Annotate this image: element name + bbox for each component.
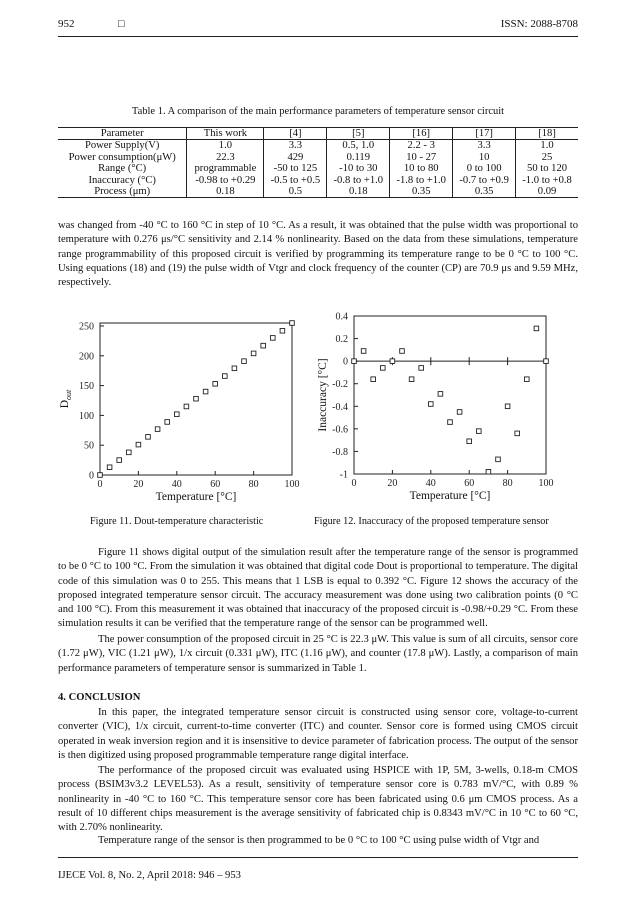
data-point [242, 359, 247, 364]
data-point [390, 359, 395, 364]
data-point [496, 457, 501, 462]
x-tick-label: 80 [248, 479, 259, 490]
table-cell: 0.5 [264, 186, 327, 198]
data-point [544, 359, 549, 364]
table-caption: Table 1. A comparison of the main performance parameters of temperature sensor circuit [131, 106, 505, 117]
table-cell: -0.98 to +0.29 [187, 175, 264, 186]
y-tick-label: 0.2 [335, 334, 348, 346]
table-cell: 10 [453, 152, 516, 163]
data-point [400, 349, 405, 354]
data-point [429, 402, 434, 407]
data-point [194, 396, 199, 401]
data-point [486, 469, 491, 474]
data-point [251, 351, 256, 356]
table-cell: 3.3 [264, 140, 327, 152]
data-point [146, 435, 151, 440]
x-tick-label: 100 [538, 478, 554, 489]
table-cell: 50 to 120 [516, 163, 578, 174]
x-tick-label: 40 [171, 479, 182, 490]
data-point [98, 473, 103, 478]
table-header-cell: Parameter [100, 128, 144, 139]
body-paragraph: Figure 11 shows digital output of the simulation result after the temperature range of the sensor is programmed to be 0 °C to 100 °C. From the simulation it was obtained that digital code Dout is proportional to temperature. The digital code of this simulation was 0 to 255. This means that 1 LSB is equal to 0.392 °C. Figure 12 shows the accuracy of the proposed integrated temperature sensor circuit. The accuracy measurement was done using two calibration points (0 °C and 100 °C). From this measurement it was obtained that inaccuracy of the proposed circuit is -0.98/+0.29 °C. From these simulation results it can be verified that the temperature range of the sensor can be programmed well. [58, 547, 578, 630]
plot-frame [354, 316, 546, 474]
data-point [467, 439, 472, 444]
table-cell: 0.18 [327, 186, 390, 198]
table-cell: 0.119 [327, 152, 390, 163]
data-point [117, 458, 122, 463]
data-point [261, 343, 266, 348]
page-number: 952 [58, 18, 75, 30]
data-point [381, 366, 386, 371]
data-point [175, 412, 180, 417]
table-cell: Power Supply(V) [84, 140, 160, 152]
table-header-cell: [18] [516, 128, 578, 140]
x-tick-label: 80 [502, 478, 513, 489]
table-cell: 0.18 [187, 186, 264, 198]
table-cell: 429 [264, 152, 327, 163]
data-point [203, 389, 208, 394]
y-tick-label: -1 [339, 469, 348, 481]
table-cell: programmable [187, 163, 264, 174]
x-tick-label: 40 [425, 478, 436, 489]
table-cell: Power consumption(μW) [68, 151, 176, 163]
data-point [271, 336, 276, 341]
table-cell: 22.3 [187, 152, 264, 163]
data-point [223, 374, 228, 379]
inaccuracy-chart [318, 308, 570, 508]
data-point [448, 420, 453, 425]
y-tick-label: 250 [79, 321, 94, 333]
data-point [371, 377, 376, 382]
data-point [419, 366, 424, 371]
table-header-cell: [4] [264, 128, 327, 140]
table-cell: -50 to 125 [264, 163, 327, 174]
y-tick-label: 100 [79, 410, 94, 422]
y-tick-label: 150 [79, 381, 94, 393]
table-cell: 0.09 [516, 186, 578, 198]
comparison-table [58, 127, 578, 198]
figure-11 [58, 308, 310, 508]
data-point [213, 382, 218, 387]
table-row [58, 186, 578, 198]
data-point [438, 392, 443, 397]
dout-temperature-chart [58, 308, 310, 508]
x-tick-label: 100 [284, 479, 300, 490]
body-paragraph: In this paper, the integrated temperature sensor circuit is constructed using sensor core, voltage-to-current converter (VIC), 1/x circuit, current-to-time converter (ITC) and counter. Sensor core is formed using CMOS circuit operated in weak inversion region and it is insensitive to device parameter of fabrication process. The output of the sensor is then digitized using proposed programmable temperature range digital interface. [58, 707, 578, 761]
table-cell: 10 to 80 [390, 163, 453, 174]
table-cell: -0.7 to +0.9 [453, 175, 516, 186]
data-point [165, 420, 170, 425]
table-header-cell: [5] [327, 128, 390, 140]
table-cell: 0.35 [453, 186, 516, 198]
table-header-cell: This work [187, 128, 264, 140]
data-point [409, 377, 414, 382]
section-heading: 4. CONCLUSION [58, 692, 141, 703]
table-cell: 1.0 [187, 140, 264, 152]
table-cell: -1.8 to +1.0 [390, 175, 453, 186]
table-row [58, 175, 578, 186]
table-cell: 1.0 [516, 140, 578, 152]
x-tick-label: 60 [210, 479, 221, 490]
y-axis-label: Inaccuracy [°C] [318, 358, 329, 432]
table-cell: -10 to 30 [327, 163, 390, 174]
journal-issn: ISSN: 2088-8708 [500, 18, 578, 30]
data-point [290, 321, 295, 326]
y-tick-label: 200 [79, 351, 94, 363]
table-cell: Process (μm) [94, 186, 151, 198]
x-tick-label: 20 [133, 479, 144, 490]
y-axis-label: $D_{out}$ [59, 389, 73, 409]
body-paragraph: Temperature range of the sensor is then programmed to be 0 °C to 100 °C using pulse width of Vtgr and [98, 835, 540, 846]
body-paragraph: was changed from -40 °C to 160 °C in step of 10 °C. As a result, it was obtained that the pulse width was proportional to temperature with 0.276 μs/°C sensitivity and 2.14 % nonlinearity. Based on the data from these simulations, temperature range programmability of this proposed circuit is verified by programming its temperature range to be 0 °C to 100 °C. Using equations (18) and (19) the pulse width of Vtgr and clock frequency of the counter (CP) are 70.9 μs and 9.59 MHz, respectively. [58, 220, 578, 289]
table-cell: 3.3 [453, 140, 516, 152]
y-tick-label: -0.2 [332, 379, 348, 391]
y-tick-label: 0.4 [335, 311, 348, 323]
table-cell: 0 to 100 [453, 163, 516, 174]
table-cell: -0.5 to +0.5 [264, 175, 327, 186]
figure-11-caption: Figure 11. Dout-temperature characteristic [90, 516, 264, 527]
x-tick-label: 60 [464, 478, 475, 489]
data-point [515, 431, 520, 436]
data-point [525, 377, 530, 382]
data-point [107, 465, 112, 470]
figure-12-caption: Figure 12. Inaccuracy of the proposed temperature sensor [314, 516, 549, 527]
table-cell: -1.0 to +0.8 [516, 175, 578, 186]
y-tick-label: 0 [89, 470, 94, 482]
header-rule [58, 36, 578, 37]
x-axis-label: Temperature [°C] [155, 491, 237, 503]
body-paragraph: The power consumption of the proposed circuit in 25 °C is 22.3 μW. This value is sum of all circuits, sensor core (1.72 μW), VIC (1.21 μW), 1/x circuit (0.331 μW), ITC (1.16 μW), and counter (17.8 μW). Lastly, a comparison of main performance parameters of temperature sensor is summarized in Table 1. [58, 634, 578, 674]
data-point [155, 427, 160, 432]
table-cell: -0.8 to +1.0 [327, 175, 390, 186]
footer-rule [58, 857, 578, 858]
y-tick-label: -0.6 [332, 424, 348, 436]
data-point [280, 328, 285, 333]
data-point [232, 366, 237, 371]
y-tick-label: 0 [343, 356, 348, 368]
data-point [127, 450, 132, 455]
data-point [184, 404, 189, 409]
table-cell: 0.5, 1.0 [327, 140, 390, 152]
table-cell: 2.2 - 3 [390, 140, 453, 152]
y-tick-label: -0.8 [332, 446, 348, 458]
x-axis-label: Temperature [°C] [409, 490, 491, 502]
x-tick-label: 0 [97, 479, 103, 490]
table-cell: 25 [516, 152, 578, 163]
table-row [58, 152, 578, 163]
table-cell: Inaccuracy (°C) [88, 174, 156, 186]
table-header-cell: [16] [390, 128, 453, 140]
figure-12 [318, 308, 570, 508]
table-row [58, 140, 578, 152]
data-point [477, 429, 482, 434]
table-cell: 10 - 27 [390, 152, 453, 163]
table-header-row [58, 128, 578, 140]
data-point [352, 359, 357, 364]
y-tick-label: 50 [84, 440, 94, 452]
journal-footer: IJECE Vol. 8, No. 2, April 2018: 946 – 953 [58, 870, 241, 881]
body-paragraph: The performance of the proposed circuit was evaluated using HSPICE with 1P, 5M, 3-wells, 0.18-m CMOS process (BSIM3v3.2 LEVEL53). As a result, sensitivity of temperature sensor core is 0.783 mV/°C, with 0.89 % nonlinearity in -40 °C to 160 °C. This temperature sensor core has been fabricated using 0.6 μm CMOS process. As a result of 10 different chips measurement is the average sensitivity of fabricated chip is 0.8343 mV/°C in 10 °C to 60 °C, with 2.70% nonlinearity. [58, 765, 578, 834]
data-point [505, 404, 510, 409]
data-point [457, 410, 462, 415]
header-mark: □ [118, 18, 125, 30]
table-cell: Range (°C) [98, 163, 147, 175]
table-header-cell: [17] [453, 128, 516, 140]
data-point [361, 349, 366, 354]
x-tick-label: 20 [387, 478, 398, 489]
table-row [58, 163, 578, 174]
data-point [136, 442, 141, 447]
y-tick-label: -0.4 [332, 401, 348, 413]
data-point [534, 326, 539, 331]
x-tick-label: 0 [351, 478, 357, 489]
table-cell: 0.35 [390, 186, 453, 198]
